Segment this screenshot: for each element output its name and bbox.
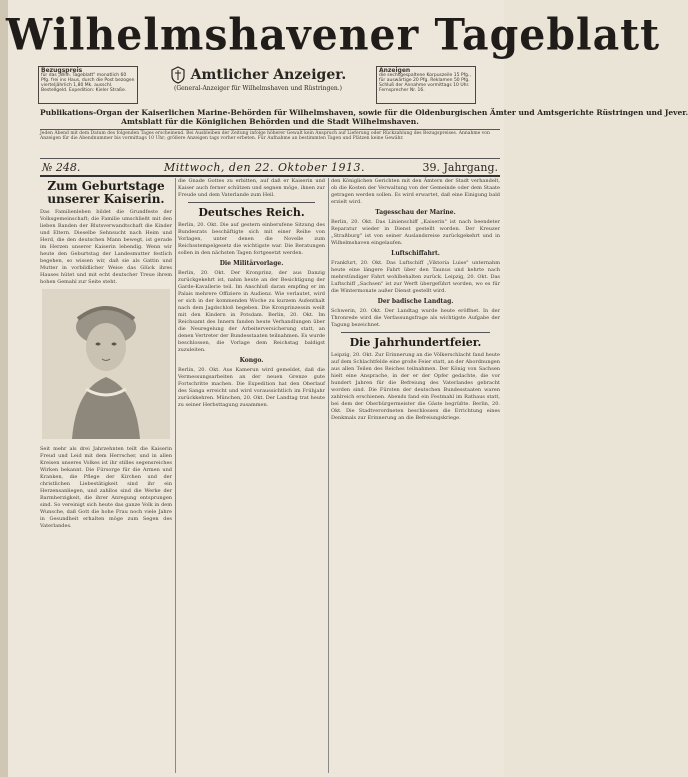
subscription-box — [38, 66, 138, 104]
column-2 — [178, 178, 325, 773]
article-text: Schwerin, 20. Okt. Der Landtag wurde heute eröffnet. In der Thronrede wird die Verfassungsfrage als wichtigste Aufgabe der Tagung bezeichnet. — [331, 308, 500, 328]
section-heading-reich: Deutsches Reich. — [198, 206, 305, 219]
ads-box — [376, 66, 476, 104]
divider — [188, 202, 315, 203]
publication-notice: Jeden Abend mit dem Datum des folgenden Tages erscheinend. Bei Ausbleiben der Zeitung infolge höherer Gewalt kein Anspruch auf Lieferung oder Rückzahlung des Bezugspreises. Annahme von Anzeigen für die Abendnummer bis vormittags 10 Uhr; größere Anzeigen tags vorher erbeten. Für Aufnahme an bestimmten Tagen und Plätzen keine Gewähr. — [40, 129, 500, 159]
ads-text: die sechsgespaltene Korpuszeile 15 Pfg., für auswärtige 20 Pfg. Reklamen 50 Pfg. Schluß der Annahme vormittags 10 Uhr. Fernsprecher Nr. 16. — [379, 73, 471, 93]
divider — [341, 332, 490, 333]
subheading: Der badische Landtag. — [377, 298, 454, 305]
gazette-title: Amtlicher Anzeiger. — [190, 67, 347, 83]
article-text: den Königlichen Gerichten mit den Ämtern der Stadt verhandelt, ob die Kosten der Verwaltung von der Gemeinde oder dem Staate getragen werden sollen. Es wird erwartet, daß eine Einigung bald erzielt wird. — [331, 178, 500, 205]
article-text: Leipzig, 20. Okt. Zur Erinnerung an die Völkerschlacht fand heute auf dem Schlachtfelde eine große Feier statt, an der Abordnungen aus allen Teilen des Reiches teilnahmen. Der König von Sachsen hielt eine Ansprache, in der er der Opfer gedachte, die vor hundert Jahren für die Befreiung des Vaterlandes gebracht worden sind. Die Fürsten der deutschen Bundesstaaten waren zahlreich erschienen. Abends fand ein Festmahl im Rathaus statt, bei dem der Oberbürgermeister die Gäste begrüßte. Berlin, 20. Okt. Die Stadtverordneten beschlossen die Errichtung eines Denkmals zur Erinnerung an die Befreiungskriege. — [331, 352, 500, 421]
article-text: die Gnade Gottes zu erbitten, auf daß er Kaiserin und Kaiser auch ferner schützen und segnen möge, ihnen zur Freude und dem Vaterlande zum Heil. — [178, 178, 325, 198]
article-text: Berlin, 20. Okt. Das Linienschiff „Kaiserin" ist nach beendeter Reparatur wieder in Dienst gestellt worden. Der Kreuzer „Straßburg" ist von seiner Auslandsreise zurückgekehrt und in Wilhelmshaven eingelaufen. — [331, 219, 500, 246]
issue-date: Mittwoch, den 22. Oktober 1913. — [164, 161, 366, 174]
article-heading-empress: Zum Geburtstage unserer Kaiserin. — [47, 179, 165, 206]
article-text: Das Familienleben bildet die Grundfeste der Volksgemeinschaft; die Familie umschließt mit den lieben Banden der Blutsverwandtschaft die Kinder und Eltern. Dieselbe Sehnsucht nach Heim und Herd, die den deutschen Mann bewegt, ist gerade im Herzen unserer Kaiserin lebendig. Wenn wir heute den Geburtstag der Landesmutter festlich begehen, so wissen wir, daß sie als Gattin und Mutter in vorbildlicher Weise das Glück ihres Hauses hütet und mit echt deutscher Treue ihrem hohen Gemahl zur Seite steht. — [40, 209, 172, 285]
newspaper-title: Wilhelmshavener Tageblatt — [6, 9, 661, 61]
subheading: Die Militärvorlage. — [219, 260, 284, 267]
column-1 — [40, 178, 172, 773]
crest-icon — [170, 66, 186, 84]
subscription-label: Bezugspreis — [41, 67, 83, 74]
subheader — [0, 66, 504, 108]
page-edge — [0, 0, 8, 777]
volume-year: 39. Jahrgang. — [422, 161, 498, 174]
article-text: Berlin, 20. Okt. Der Kronprinz, der aus Danzig zurückgekehrt ist, nahm heute an der Besichtigung der Garde-Kavallerie teil. Im Anschluß daran empfing er im Palais mehrere Offiziere in Audienz. Wie verlautet, wird er sich in der kommenden Woche zu kurzem Aufenthalt nach dem Jagdschloß begeben. Die Kronprinzessin weilt mit den Kindern in Potsdam. Berlin, 20. Okt. Im Reichsamt des Innern fanden heute Verhandlungen über die Neuregelung der Arbeiterversicherung statt, an denen Vertreter der Bundesstaaten teilnahmen. Es wurde beschlossen, die Vorlage dem Reichstag baldigst zuzuleiten. — [178, 270, 325, 353]
issue-number: № 248. — [42, 161, 81, 174]
article-text: Frankfurt, 20. Okt. Das Luftschiff „Viktoria Luise" unternahm heute eine längere Fahrt über den Taunus und kehrte nach mehrstündiger Fahrt wohlbehalten zurück. Leipzig, 20. Okt. Das Luftschiff „Sachsen" ist zur Werft übergeführt worden, wo es für die Wintermonate außer Dienst gestellt wird. — [331, 260, 500, 294]
subheading: Luftschiffahrt. — [391, 250, 440, 257]
masthead — [6, 4, 661, 66]
dateline — [40, 161, 500, 177]
column-divider — [328, 178, 329, 773]
column-3 — [331, 178, 500, 773]
section-heading-jahrhundertfeier: Die Jahrhundertfeier. — [349, 336, 482, 349]
official-gazette — [148, 66, 368, 93]
subheading: Kongo. — [239, 357, 264, 364]
amtsblatt-line: Amtsblatt für die Königlichen Behörden und die Stadt Wilhelmshaven. — [121, 117, 419, 126]
article-text: Seit mehr als drei Jahrzehnten teilt die Kaiserin Freud und Leid mit dem Herrscher, und in allen Kreisen unseres Volkes ist ihr stilles segensreiches Wirken bekannt. Die Fürsorge für die Armen und Kranken, die Pflege der Kirchen und der christlichen Liebestätigkeit sind ihr ein Herzensanliegen, und zahllos sind die Werke der Barmherzigkeit, die ihrer Anregung entsprungen sind. So vereinigt sich heute das ganze Volk in dem Wunsche, daß Gott die hohe Frau noch viele Jahre in Gesundheit erhalten möge zum Segen des Vaterlandes. — [40, 446, 172, 529]
gazette-subtitle: (General-Anzeiger für Wilhelmshaven und Rüstringen.) — [173, 85, 342, 92]
article-text: Berlin, 20. Okt. Aus Kamerun wird gemeldet, daß die Vermessungsarbeiten an der neuen Grenze gute Fortschritte machen. Die Expedition hat den Oberlauf des Sanga erreicht und wird voraussichtlich im Frühjahr zurückkehren. München, 20. Okt. Der Landtag trat heute zu seiner Herbsttagung zusammen. — [178, 367, 325, 408]
ads-label: Anzeigen — [379, 67, 411, 74]
subheading: Tagesschau der Marine. — [375, 209, 456, 216]
empress-portrait-image — [42, 289, 170, 439]
organ-line: Publikations-Organ der Kaiserlichen Marine-Behörden für Wilhelmshaven, sowie für die Oldenburgischen Ämter und Amtsgerichte Rüstringen und Jever. — [40, 108, 688, 117]
column-divider — [175, 178, 176, 773]
subscription-text: für das „Wilh. Tageblatt" monatlich 60 Pfg. frei ins Haus, durch die Post bezogen vierteljährlich 1,80 Mk. ausschl. Bestellgeld. Expedition: Kieler Straße. — [41, 73, 135, 93]
article-text: Berlin, 20. Okt. Die auf gestern einberufene Sitzung des Bundesrats beschäftigte sich mit einer Reihe von Vorlagen, unter denen die Novelle zum Reichsstempelgesetz die wichtigste war. Die Beratungen sollen in den nächsten Tagen fortgesetzt werden. — [178, 222, 325, 256]
